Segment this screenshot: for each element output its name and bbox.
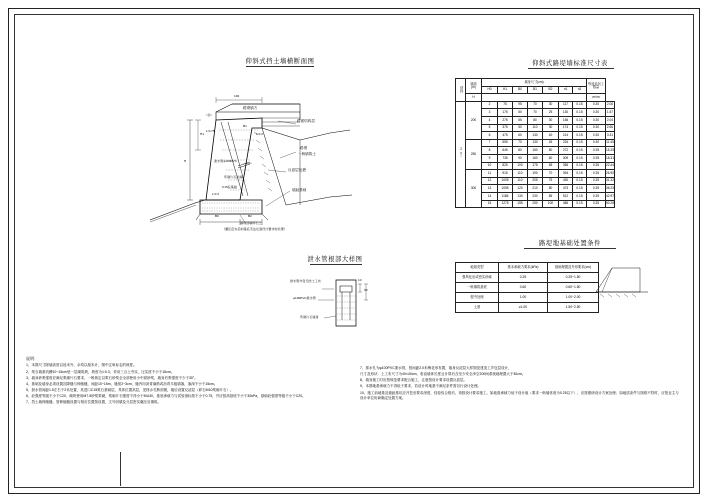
table-cell: 825 (498, 162, 513, 170)
section-label: B0 (215, 214, 219, 218)
drain-label: 浆砌片石墙身 (300, 315, 319, 319)
notes-heading: 说明： (26, 356, 38, 361)
table-cell: 11.45 (606, 139, 615, 147)
table-cell: 3.31 (606, 132, 615, 140)
table-cell: 0.30 (587, 132, 606, 140)
table-cell: 30 (543, 116, 559, 124)
section-label: 反滤层包裹 (288, 168, 306, 172)
col-H0: H0 (482, 86, 498, 94)
table-cell: 0.35 (587, 154, 606, 162)
table-cell: 8 (482, 147, 498, 155)
table-cell: 0.15 (573, 177, 587, 185)
table-cell: 175 (528, 162, 543, 170)
table-cell: 70 (528, 101, 543, 109)
standard-dimensions-table (455, 78, 615, 208)
section-label: H (184, 159, 187, 163)
table-cell: 0.15 (573, 200, 587, 208)
col-embedment: 基础埋置及外形要求(cm) (548, 263, 599, 273)
table-cell: 309 (559, 154, 573, 162)
table-cell: 13 (482, 185, 498, 193)
title-section: 仰斜式挡土墙横断面图 (245, 58, 315, 65)
group-cell: 200 (466, 101, 482, 139)
table-cell: 0.15 (573, 154, 587, 162)
col-B2: B2 (543, 86, 559, 94)
table-cell: 22.44 (606, 162, 615, 170)
table-cell: 645 (498, 147, 513, 155)
table-cell: 130 (513, 192, 528, 200)
table-cell: 1005 (498, 177, 513, 185)
note-line: 3、墙身砂浆强度应满足浆砌片石要求，一般规定以浆石砂浆全全部使用小中面砂浆，墙身后浆强度不少于30°。 (26, 375, 198, 380)
table-cell: 0.35 (587, 147, 606, 155)
table-cell: 45 (543, 139, 559, 147)
table-cell: 473 (559, 185, 573, 193)
table-cell: 14 (482, 192, 498, 200)
table-cell: 915 (498, 170, 513, 178)
table-row (456, 293, 599, 303)
group-cell: 250 (466, 139, 482, 169)
table-cell: 735 (498, 154, 513, 162)
table-row (456, 283, 599, 293)
table-cell: ≥1.00 (499, 303, 548, 313)
col-bearing-capacity: 基本承载力要求(kPa) (499, 263, 548, 273)
table-cell: 156 (559, 116, 573, 124)
table-cell: 190 (528, 170, 543, 178)
title-table1: 仰斜式路堤墙标准尺寸表 (532, 60, 608, 67)
table-cell: 150 (528, 147, 543, 155)
table-cell: 0.35 (587, 200, 606, 208)
table-cell: 11 (482, 170, 498, 178)
drain-label: 10 (358, 278, 362, 282)
table-cell: 9 (482, 154, 498, 162)
table-cell: 1185 (498, 192, 513, 200)
section-label: 路堤填方 (243, 106, 258, 110)
table-cell: 1.50~2.50 (548, 303, 599, 313)
table-cell: 2.04 (606, 116, 615, 124)
section-label: C15砼基础 (222, 185, 237, 189)
table-unit-row (456, 94, 615, 102)
table-cell: 0.25~1.50 (548, 273, 599, 283)
table-row (456, 170, 615, 178)
section-label: 浆砌片石挡墙 (224, 175, 243, 179)
table-cell: 130 (559, 109, 573, 117)
section-label: （碾压密实后如基底无法达到设计要求时处理） (222, 227, 287, 231)
table-body (456, 273, 599, 313)
table-cell: 70 (513, 139, 528, 147)
table-row (456, 139, 615, 147)
table-cell: 0.15 (573, 162, 587, 170)
table-cell: 1275 (498, 200, 513, 208)
section-label: 1:0.75 (206, 129, 215, 133)
table-row (456, 303, 599, 313)
drain-label: 30 (364, 288, 368, 292)
section-label: 1:0.3 (212, 192, 219, 196)
table-cell: 2 (482, 101, 498, 109)
section-label: B2 (248, 214, 252, 218)
table-cell: 205 (528, 177, 543, 185)
section-label: B1 (243, 124, 247, 128)
table-cell: 2.66 (606, 124, 615, 132)
note-line: 1、本图尺寸除墙高度以延米外，余均以厘米计，图中注角标志的坡度。 (26, 363, 137, 368)
table-cell: 70 (528, 109, 543, 117)
table-cell: 234 (559, 139, 573, 147)
table-cell: 85 (543, 192, 559, 200)
table-cell: 60 (513, 132, 528, 140)
table-header-row (456, 263, 599, 273)
table-cell: 0.60~1.50 (548, 283, 599, 293)
note-line: 8、墙身施工时应按规范要求配合施工，注意按设计要求设置反滤层。 (360, 378, 467, 383)
table-cell: 210 (528, 185, 543, 193)
section-label: 路堤 (300, 146, 308, 150)
table-cell: 130 (528, 132, 543, 140)
table-cell: 100 (513, 162, 528, 170)
table-cell: 4 (482, 116, 498, 124)
note-line: 10、施工前地基及墙趾基坑应开挖至要求深度，经检验合格后，再按设计要求施工。如地基承载力低于设计值（要求一般墙体底为0.25以下），应按照研设计方案处理；如地质条件与图纸不符时，应报业主与设计单位协商确定处置方案。 (360, 390, 679, 401)
table-cell: 155 (513, 200, 528, 208)
group-cell: 300 (466, 170, 482, 208)
table-cell: 50 (513, 124, 528, 132)
note-line: 尺寸及形状：上工布尺寸为40×40cm，垂直墙体长度且计算后含至少安全净空200间系统地埋置大于30cm。 (360, 372, 526, 377)
table-cell: 15.25 (606, 147, 615, 155)
table-cell: 356 (559, 162, 573, 170)
table-cell: 强风化岩或密实砂砾 (456, 273, 499, 283)
drain-label: φ100PVC泄水管 (293, 296, 316, 300)
table-cell: 80 (543, 185, 559, 193)
col-B0: B0 (513, 86, 528, 94)
table-cell: 0.15 (573, 192, 587, 200)
table-cell: 100 (543, 200, 559, 208)
table-cell: 0.15 (573, 132, 587, 140)
table-cell: 31.32 (606, 177, 615, 185)
table-cell: 0.35 (587, 170, 606, 178)
table-cell: 0.15 (573, 185, 587, 193)
sheet-corner-mark (120, 452, 121, 486)
table-cell: 50 (543, 147, 559, 155)
unit-dims (482, 94, 587, 102)
material-cell: 20° (456, 101, 466, 207)
section-label: 墙趾基础 (292, 188, 307, 192)
table-cell: 36.23 (606, 185, 615, 193)
section-label: 基坑回填碎石土 (240, 221, 262, 225)
section-label: 泄水管φ100PVC (214, 159, 237, 163)
table-cell: 120 (513, 185, 528, 193)
section-label: 100 (234, 94, 240, 98)
table-cell: 0.30 (587, 101, 606, 109)
table-cell: 486 (559, 200, 573, 208)
table-cell: 90 (513, 154, 528, 162)
drain-label: 排水管外包无纺土工布 (290, 279, 321, 283)
table-cell: 5 (482, 124, 498, 132)
note-line: 5、泄水管间距1.5左右于2米处置，其进口C15浆石基础层，具体位置高层，见排水孔断面图，墙后设置反滤层（碎石M10浆砌片石）。 (26, 388, 234, 393)
table-cell: 0.30 (587, 116, 606, 124)
table-cell: 2.06 (606, 101, 615, 109)
unit-quantity: m³/m (587, 94, 606, 102)
table-cell: 250 (528, 200, 543, 208)
col-B1: B1 (528, 86, 543, 94)
table-cell: 50 (513, 109, 528, 117)
table-cell: 土基 (456, 303, 499, 313)
table-cell: 强夯处理 (456, 293, 499, 303)
table-cell: 42.97 (606, 192, 615, 200)
table-cell: 26.90 (606, 170, 615, 178)
table-cell: 0.35 (587, 177, 606, 185)
table-cell: 175 (498, 109, 513, 117)
table-cell: 555 (498, 139, 513, 147)
table-cell: 40 (543, 132, 559, 140)
table-cell: 0.30 (587, 139, 606, 147)
table-cell: 95 (513, 101, 528, 109)
table-cell: 0.15 (573, 170, 587, 178)
table-body (456, 101, 615, 207)
table-cell: 7 (482, 139, 498, 147)
table-cell: 275 (498, 116, 513, 124)
table-cell: 430 (559, 177, 573, 185)
col-soil-type: 地基类型 (456, 263, 499, 273)
table-cell: 1.00~2.00 (548, 293, 599, 303)
notes-left (26, 356, 346, 407)
table-cell: 0.15 (573, 116, 587, 124)
title-drain-detail: 泄水管根部大样图 (307, 256, 363, 263)
table-cell: 0.30 (587, 109, 606, 117)
table-cell: 394 (559, 170, 573, 178)
note-line: 2、浆石墙基坑槽10~15cm垫一层砌筑坡，坡度为1:0.3，采用三合土夯实，压实度不小于15cm。 (26, 369, 175, 374)
table-cell: 475 (498, 132, 513, 140)
table-cell: 80 (513, 147, 528, 155)
note-line: 6、砼强度等级不小于C20，砌块使用M7.5砂浆浆砌，浆砌片石强度不得小于MU30，基底承载力与试验指标按不小于0.75，并应按高基底不小于30kPa，基础砼强度等级不小于C20。 (26, 394, 306, 399)
note-line: 9、本图地基承载力不得低于要求，若设计时地基不满足条件需另行设计处理。 (360, 384, 481, 389)
table-cell: 30 (543, 101, 559, 109)
table-cell: 75 (498, 101, 513, 109)
section-label: 路面结构层 (297, 119, 315, 123)
table-cell: 130 (528, 139, 543, 147)
table-cell: 0.15 (573, 139, 587, 147)
table-cell: 0.35 (587, 192, 606, 200)
table-cell: 15 (482, 200, 498, 208)
table-cell: 230 (528, 192, 543, 200)
table-header-row (456, 79, 615, 87)
note-line: 7、挡土墙伸缩缝、管伸缩缝设置与相应位置按设置，文号回填及分层密实碾压后填筑。 (26, 400, 161, 405)
table-cell: 60 (543, 154, 559, 162)
table-cell: 110 (528, 124, 543, 132)
col-wallheight-2: (m) (471, 85, 476, 90)
table-cell: 0.15 (573, 109, 587, 117)
col-material: 材料 (459, 85, 464, 93)
note-line: 7、排水孔为φ100PVC泄水管，按间距2.0米梅花形布置，墙身反滤层大样图见建造工乡包层设计， (360, 366, 512, 370)
unit-H: H (466, 94, 482, 102)
table-cell: 174 (559, 124, 573, 132)
table-cell: 214 (559, 132, 573, 140)
table-cell: 55 (513, 116, 528, 124)
table-cell: 80 (528, 116, 543, 124)
table-cell: 110 (513, 170, 528, 178)
col-wallheight-1: 墙高 (470, 81, 477, 86)
table-cell: 375 (498, 124, 513, 132)
table-cell: 70 (543, 170, 559, 178)
table-cell: 6 (482, 132, 498, 140)
table-row (456, 101, 615, 109)
table-cell: 1095 (498, 185, 513, 193)
col-H1: H1 (498, 86, 513, 94)
table-cell: 50.28 (606, 200, 615, 208)
table-cell: 30 (543, 124, 559, 132)
table-cell: 110 (513, 177, 528, 185)
table-cell: 0.25 (499, 273, 548, 283)
table-cell: 117 (559, 101, 573, 109)
table-cell: 1.57 (606, 109, 615, 117)
table-row (456, 273, 599, 283)
title-table2: 路堤地基础处置条件 (538, 240, 602, 247)
table-cell: 18.31 (606, 154, 615, 162)
col-n2: n2 (573, 86, 587, 94)
table-cell: 25 (543, 109, 559, 117)
notes-right (360, 366, 680, 402)
col-group-dims: 墙身尺寸(cm) (482, 79, 587, 87)
col-group-quantity: 每延米圬工数量 (587, 79, 606, 94)
section-label: 一般填筑土 (298, 152, 316, 156)
table-cell: 0.30 (587, 124, 606, 132)
table-cell: 一般填筑基底 (456, 283, 499, 293)
table-cell: 0.15 (573, 101, 587, 109)
section-label: H1 (200, 132, 204, 136)
table-cell: 75 (543, 177, 559, 185)
note-line: 4、基础及墙身必须设置沉降缝与伸缩缝，间距10~15m，缝宽2~3cm，缝内用沥青麻筋或沥青木板填塞，塞深不小于15cm。 (26, 381, 218, 386)
table-cell: 0.35 (587, 185, 606, 193)
table-cell: 0.15 (573, 124, 587, 132)
table-cell: 160 (528, 154, 543, 162)
table-cell: 512 (559, 192, 573, 200)
section-label: 1:0.3 (256, 132, 263, 136)
table-cell: 0.60 (499, 283, 548, 293)
table-cell: 1.00 (499, 293, 548, 303)
table-cell: 0.15 (573, 147, 587, 155)
col-n1: n1 (559, 86, 573, 94)
table-cell: 65 (543, 162, 559, 170)
foundation-condition-table (455, 262, 599, 313)
table-cell: 272 (559, 147, 573, 155)
table-cell: 10 (482, 162, 498, 170)
table-cell: 3 (482, 109, 498, 117)
table-cell: 0.35 (587, 162, 606, 170)
table-cell: 12 (482, 177, 498, 185)
